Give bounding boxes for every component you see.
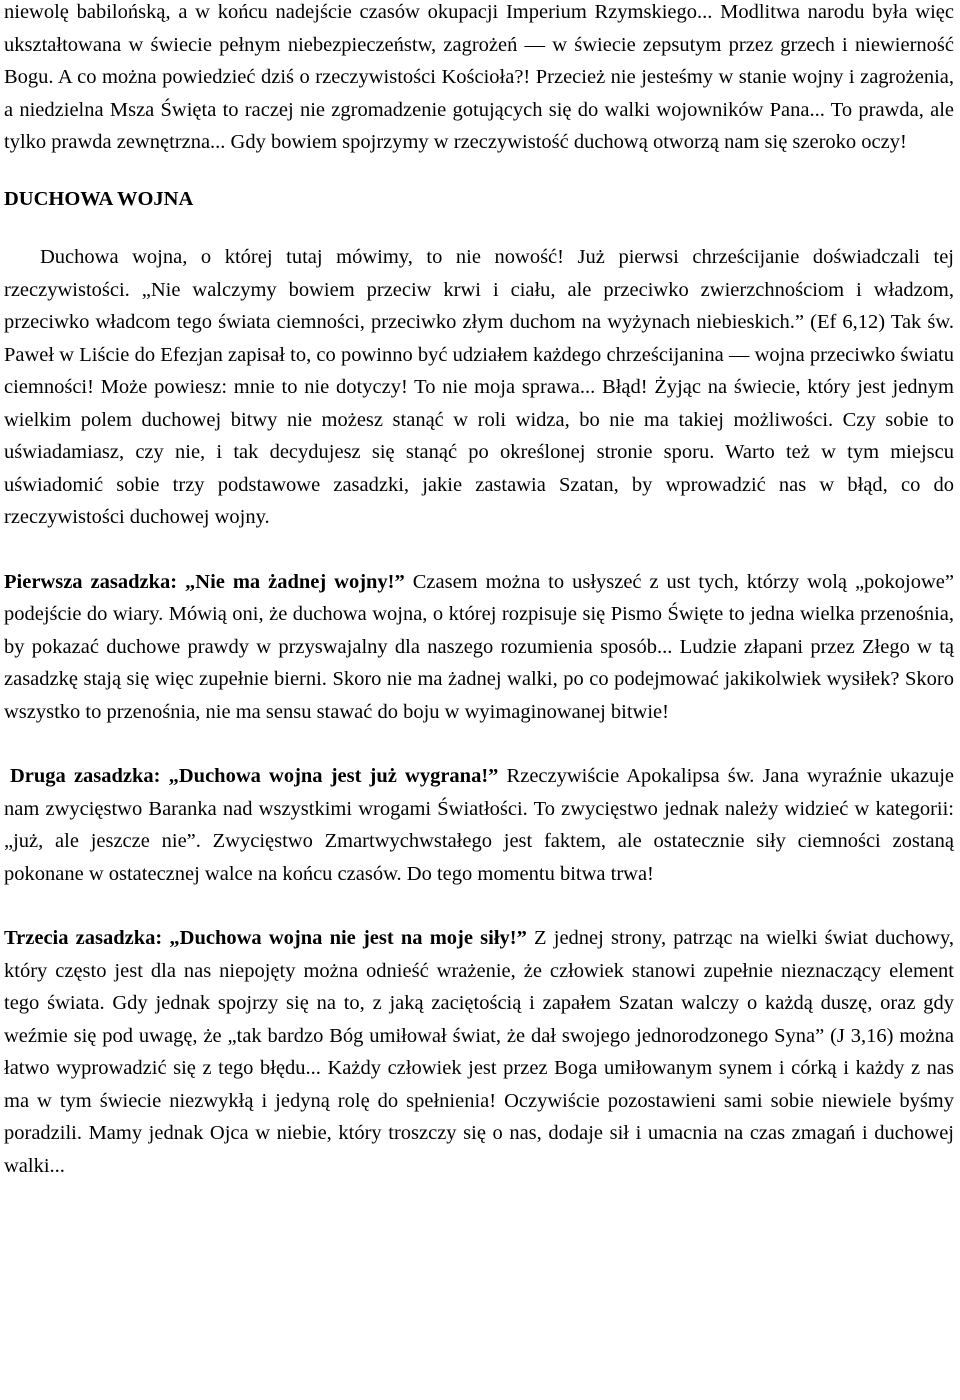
trap-3-text: Z jednej strony, patrząc na wielki świat duchowy, który często jest dla nas niepojęty można odnieść wrażenie, że człowiek stanowi zupełnie nieznaczący element tego świata. Gdy jednak spojrzy się na to, z jaką zaciętością i zapałem Szatan walczy o każdą duszę, oraz gdy weźmie się pod uwagę, że „tak bardzo Bóg umiłował świat, że dał swojego jednorodzonego Syna” (J 3,16) można łatwo wyprowadzić się z tego błędu... Każdy człowiek jest przez Boga umiłowanym synem i córką i każdy z nas ma w tym świecie niezwykłą i jedyną rolę do spełnienia! Oczywiście pozostawieni sami sobie niewiele byśmy poradzili. Mamy jednak Ojca w niebie, który troszczy się o nas, dodaje sił i umacnia na czas zmagań i duchowej walki...: [4, 927, 954, 1177]
trap-1-label: Pierwsza zasadzka: „Nie ma żadnej wojny!”: [4, 570, 405, 593]
section-heading: DUCHOWA WOJNA: [4, 187, 194, 210]
trap-2-paragraph: [4, 760, 954, 890]
trap-1-paragraph: [4, 566, 954, 729]
intro-paragraph: niewolę babilońską, a w końcu nadejście czasów okupacji Imperium Rzymskiego... Modlitwa narodu była więc ukształtowana w świecie pełnym niebezpieczeństw, zagrożeń — w świecie zepsutym przez grzech i niewierność Bogu. A co można powiedzieć dziś o rzeczywistości Kościoła?! Przecież nie jesteśmy w stanie wojny i zagrożenia, a niedzielna Msza Święta to raczej nie zgromadzenie gotujących się do walki wojowników Pana... To prawda, ale tylko prawda zewnętrzna... Gdy bowiem spojrzymy w rzeczywistość duchową otworzą nam się szeroko oczy!: [4, 1, 954, 153]
document-page: [4, 0, 954, 1182]
trap-1-text: Czasem można to usłyszeć z ust tych, którzy wolą „pokojowe” podejście do wiary. Mówią oni, że duchowa wojna, o której rozpisuje się Pismo Święte to jedna wielka przenośnia, by pokazać duchowe prawdy w przyswajalny dla naszego rozumienia sposób... Ludzie złapani przez Złego w tą zasadzkę stają się więc zupełnie bierni. Skoro nie ma żadnej walki, po co podejmować jakikolwiek wysiłek? Skoro wszystko to przenośnia, nie ma sensu stawać do boju w wyimaginowanej bitwie!: [4, 570, 954, 723]
trap-2-text: Rzeczywiście Apokalipsa św. Jana wyraźnie ukazuje nam zwycięstwo Baranka nad wszystkimi wrogami Światłości. To zwycięstwo jednak należy widzieć w kategorii: „już, ale jeszcze nie”. Zwycięstwo Zmartwychwstałego jest faktem, ale ostatecznie siły ciemności zostaną pokonane w ostatecznej walce na końcu czasów. Do tego momentu bitwa trwa!: [4, 765, 955, 885]
trap-3-paragraph: [4, 922, 954, 1182]
section-body-paragraph: Duchowa wojna, o której tutaj mówimy, to nie nowość! Już pierwsi chrześcijanie doświadczali tej rzeczywistości. „Nie walczymy bowiem przeciw krwi i ciału, ale przeciwko zwierzchnościom i władzom, przeciwko władcom tego świata ciemności, przeciwko złym duchom na wyżynach niebieskich.” (Ef 6,12) Tak św. Paweł w Liście do Efezjan zapisał to, co powinno być udziałem każdego chrześcijanina — wojna przeciwko światu ciemności! Może powiesz: mnie to nie dotyczy! To nie moja sprawa... Błąd! Żyjąc na świecie, który jest jednym wielkim polem duchowej bitwy nie możesz stanąć w roli widza, bo nie ma takiej możliwości. Czy sobie to uświadamiasz, czy nie, i tak decydujesz się stanąć po określonej stronie sporu. Warto też w tym miejscu uświadomić sobie trzy podstawowe zasadzki, jakie zastawia Szatan, by wprowadzić nas w błąd, co do rzeczywistości duchowej wojny.: [4, 246, 954, 528]
trap-3-label: Trzecia zasadzka: „Duchowa wojna nie jest na moje siły!”: [4, 927, 527, 949]
trap-2-label: Druga zasadzka: „Duchowa wojna jest już wygrana!”: [10, 765, 499, 787]
